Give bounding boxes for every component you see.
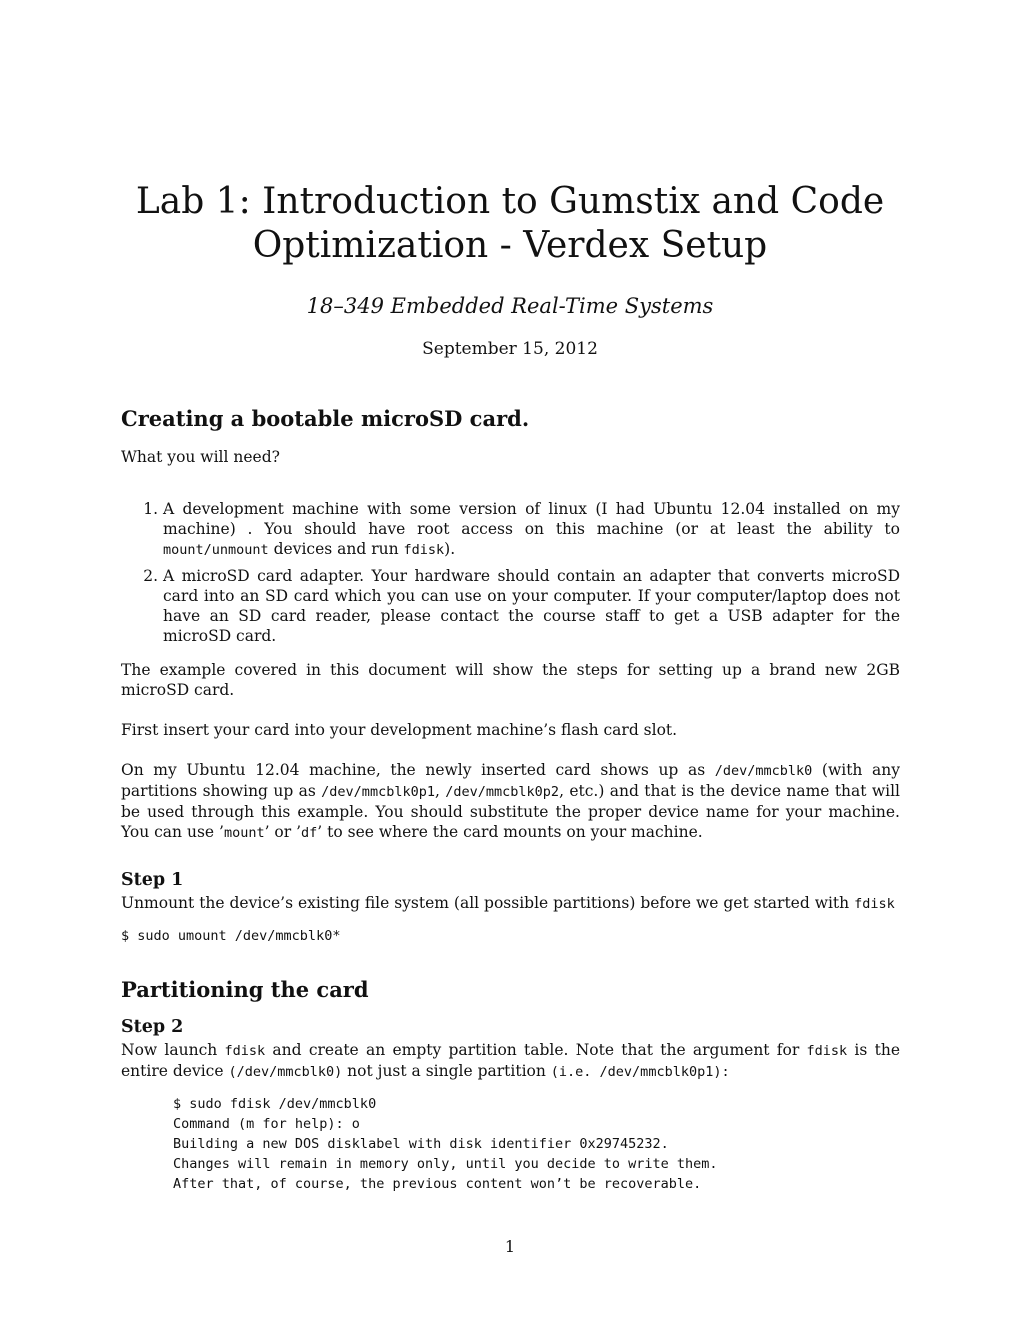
fdisk-code-block (121, 1094, 900, 1194)
intro-text: What you will need? (121, 448, 280, 466)
step-1-heading: Step 1 (121, 870, 184, 890)
step-1-command: $ sudo umount /dev/mmcblk0* (121, 928, 341, 944)
requirements-list (121, 499, 900, 646)
code-line: Command (m for help): o (173, 1116, 360, 1132)
section-heading-partitioning: Partitioning the card (121, 977, 369, 1002)
code-line: Changes will remain in memory only, until you decide to write them. (173, 1156, 718, 1172)
page-number: 1 (504, 1237, 516, 1256)
list-item: 1. A development machine with some version of linux (I had Ubuntu 12.04 installed on my machine) . You should have root access on this machine (or at least the ability to mount/unmount devices and run fdisk). (163, 499, 900, 560)
course-subtitle: 18–349 Embedded Real-Time Systems (306, 294, 714, 318)
step-2-heading: Step 2 (121, 1017, 184, 1037)
code-line: Building a new DOS disklabel with disk identifier 0x29745232. (173, 1136, 669, 1152)
paragraph: The example covered in this document will show the steps for setting up a brand new 2GB microSD card. (121, 661, 900, 699)
list-item: 2. A microSD card adapter. Your hardware should contain an adapter that converts microSD card into an SD card which you can use on your computer. If your computer/laptop does not have an SD card reader, please contact the course staff to get a USB adapter for the microSD card. (163, 566, 900, 646)
title-line-1: Lab 1: Introduction to Gumstix and Code (135, 181, 885, 222)
document-title (120, 180, 900, 268)
paragraph: On my Ubuntu 12.04 machine, the newly inserted card shows up as /dev/mmcblk0 (with any partitions showing up as /dev/mmcblk0p1, /dev/mmcblk0p2, etc.) and that is the device name that will be used through this example. You should substitute the proper device name for your machine. You can use ’mount’ or ’df’ to see where the card mounts on your machine. (121, 761, 901, 841)
document-date: September 15, 2012 (422, 339, 598, 359)
step-2-text: Now launch fdisk and create an empty partition table. Note that the argument for fdisk is the entire device (/dev/mmcblk0) not just a single partition (i.e. /dev/mmcblk0p1): (121, 1041, 900, 1080)
code-line: $ sudo fdisk /dev/mmcblk0 (173, 1096, 377, 1112)
title-line-2: Optimization - Verdex Setup (252, 225, 768, 266)
document-body (121, 405, 900, 1194)
code-line: After that, of course, the previous content won’t be recoverable. (173, 1176, 702, 1192)
section-heading-bootable-card: Creating a bootable microSD card. (121, 406, 530, 431)
paragraph: First insert your card into your development machine’s flash card slot. (121, 721, 678, 739)
step-1-text: Unmount the device’s existing file system (all possible partitions) before we get started with fdisk (121, 894, 895, 912)
